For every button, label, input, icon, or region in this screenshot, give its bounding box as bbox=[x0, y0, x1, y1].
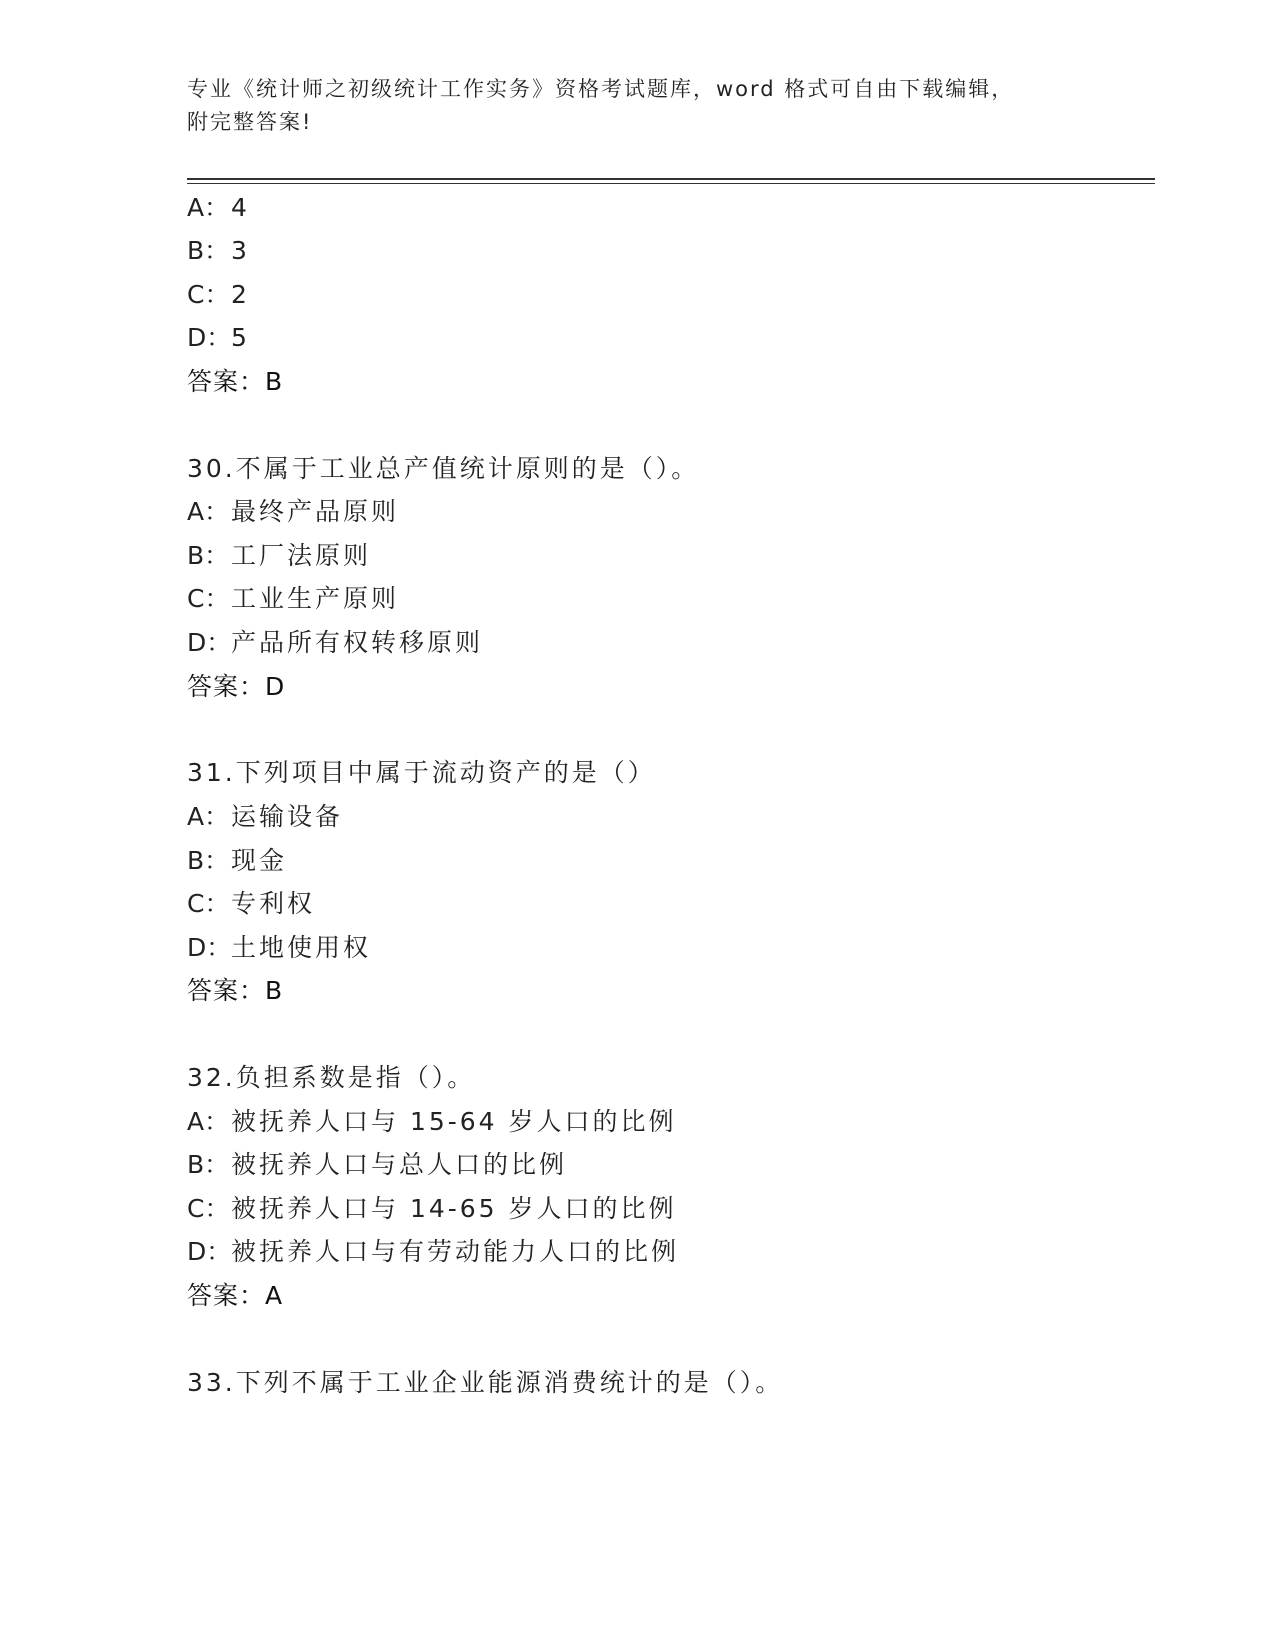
question-stem: 33.下列不属于工业企业能源消费统计的是（）。 bbox=[187, 1368, 784, 1397]
option-b bbox=[187, 236, 250, 266]
option-letter: C： bbox=[187, 1194, 230, 1223]
option-d bbox=[187, 628, 483, 658]
option-letter: B： bbox=[187, 1150, 230, 1179]
option-text: 工业生产原则 bbox=[231, 584, 400, 613]
header-line-1: 专业《统计师之初级统计工作实务》资格考试题库，word 格式可自由下载编辑， bbox=[187, 77, 1015, 101]
option-letter: A： bbox=[187, 1107, 230, 1136]
header-line-2: 附完整答案! bbox=[187, 110, 313, 134]
option-text: 现金 bbox=[231, 846, 288, 875]
option-text: 运输设备 bbox=[231, 802, 344, 831]
question-stem: 31.下列项目中属于流动资产的是（） bbox=[187, 758, 656, 787]
option-text: 产品所有权转移原则 bbox=[231, 628, 484, 657]
option-a bbox=[187, 193, 250, 223]
option-text: 最终产品原则 bbox=[231, 497, 400, 526]
option-letter: C： bbox=[187, 889, 230, 918]
option-d bbox=[187, 933, 371, 963]
option-text: 土地使用权 bbox=[231, 933, 372, 962]
question-stem: 32.负担系数是指（）。 bbox=[187, 1063, 476, 1092]
option-letter: D： bbox=[187, 933, 232, 962]
option-letter: C： bbox=[187, 280, 230, 309]
option-text: 4 bbox=[231, 193, 250, 222]
option-letter: A： bbox=[187, 802, 230, 831]
option-text: 5 bbox=[231, 323, 250, 352]
option-text: 被抚养人口与 14-65 岁人口的比例 bbox=[231, 1194, 677, 1223]
document-header bbox=[187, 73, 1087, 139]
option-letter: B： bbox=[187, 541, 230, 570]
option-text: 专利权 bbox=[231, 889, 316, 918]
option-c bbox=[187, 1194, 677, 1224]
option-text: 被抚养人口与总人口的比例 bbox=[231, 1150, 568, 1179]
option-a bbox=[187, 802, 343, 832]
answer-line: 答案：B bbox=[187, 976, 284, 1005]
option-letter: D： bbox=[187, 323, 232, 352]
option-a bbox=[187, 497, 399, 527]
option-letter: D： bbox=[187, 1237, 232, 1266]
option-text: 被抚养人口与 15-64 岁人口的比例 bbox=[231, 1107, 677, 1136]
option-c bbox=[187, 889, 315, 919]
question-stem: 30.不属于工业总产值统计原则的是（）。 bbox=[187, 454, 700, 483]
header-divider-thick bbox=[187, 178, 1155, 180]
answer-line: 答案：D bbox=[187, 672, 286, 701]
answer-line: 答案：B bbox=[187, 367, 284, 396]
option-b bbox=[187, 1150, 567, 1180]
option-b bbox=[187, 541, 371, 571]
option-text: 3 bbox=[231, 236, 250, 265]
option-text: 2 bbox=[231, 280, 250, 309]
option-d bbox=[187, 1237, 679, 1267]
option-c bbox=[187, 280, 250, 310]
option-letter: A： bbox=[187, 193, 230, 222]
answer-line: 答案：A bbox=[187, 1281, 284, 1310]
option-letter: D： bbox=[187, 628, 232, 657]
option-letter: B： bbox=[187, 846, 230, 875]
option-letter: C： bbox=[187, 584, 230, 613]
header-divider-thin bbox=[187, 183, 1155, 184]
option-text: 被抚养人口与有劳动能力人口的比例 bbox=[231, 1237, 680, 1266]
option-b bbox=[187, 846, 287, 876]
option-letter: A： bbox=[187, 497, 230, 526]
option-text: 工厂法原则 bbox=[231, 541, 372, 570]
option-d bbox=[187, 323, 250, 353]
option-c bbox=[187, 584, 399, 614]
option-letter: B： bbox=[187, 236, 230, 265]
option-a bbox=[187, 1107, 677, 1137]
